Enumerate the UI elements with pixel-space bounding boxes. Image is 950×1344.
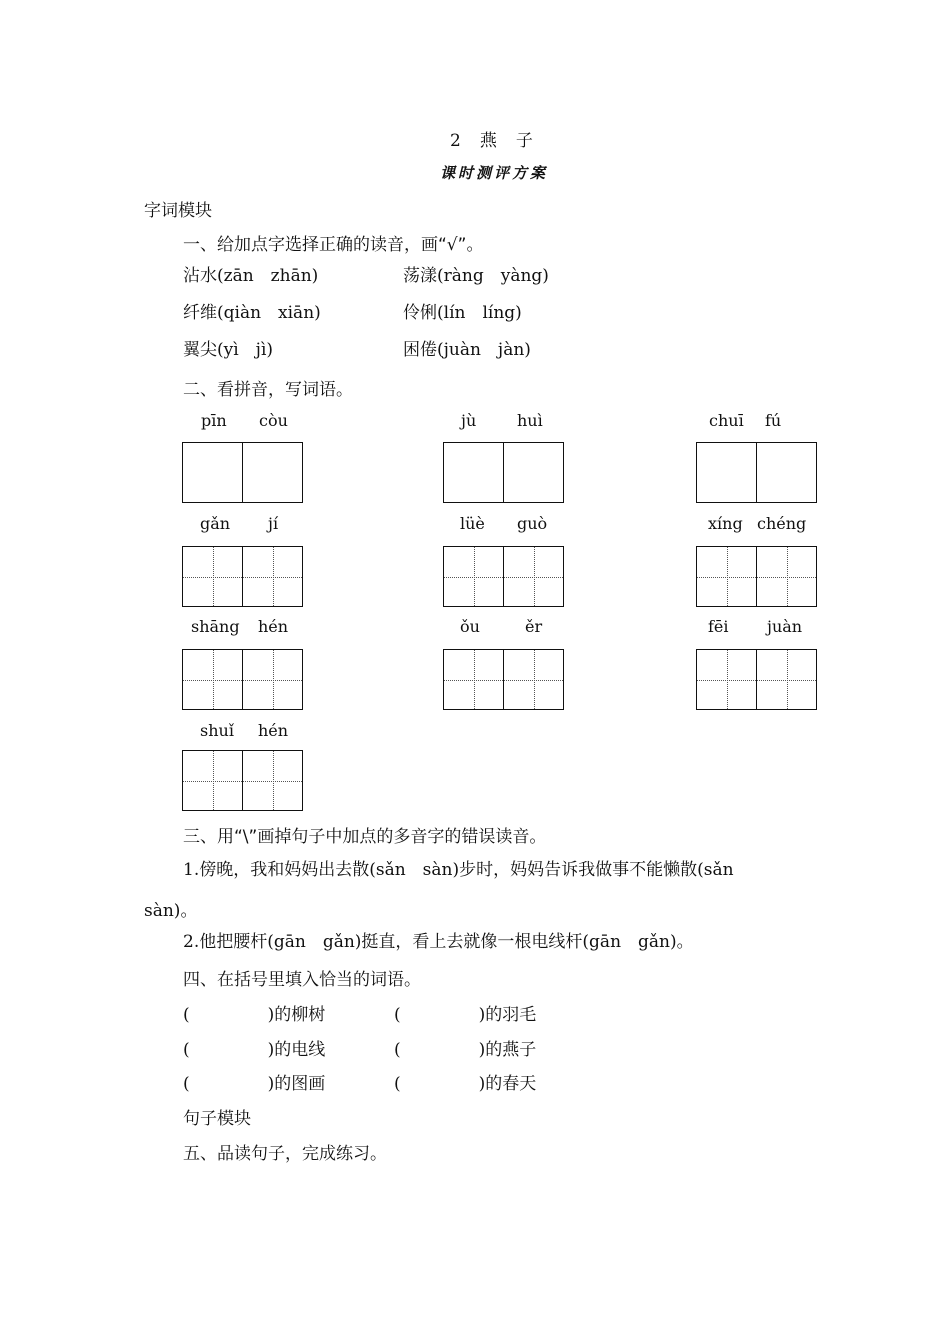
- q2-heading: 二、看拼音，写词语。: [183, 380, 353, 400]
- writing-grid[interactable]: [696, 546, 817, 607]
- q5-heading: 五、品读句子，完成练习。: [183, 1144, 387, 1164]
- q4-heading: 四、在括号里填入恰当的词语。: [183, 970, 421, 990]
- pinyin-label: ěr: [525, 617, 543, 636]
- writing-grid[interactable]: [182, 649, 303, 710]
- q1-item: 翼尖(yì jì): [183, 340, 274, 360]
- page-title: 2 燕 子: [450, 131, 534, 151]
- pinyin-label: hén: [258, 617, 289, 636]
- q1-item: 伶俐(lín líng): [403, 303, 522, 323]
- pinyin-label: pīn: [201, 411, 227, 430]
- pinyin-label: lüè: [460, 514, 485, 533]
- writing-grid[interactable]: [443, 442, 564, 503]
- pinyin-label: chéng: [757, 514, 807, 533]
- q3-heading: 三、用“\”画掉句子中加点的多音字的错误读音。: [183, 827, 547, 847]
- pinyin-label: xíng: [708, 514, 743, 533]
- fill-blank-item[interactable]: ( )的羽毛: [394, 1005, 537, 1025]
- pinyin-label: huì: [517, 411, 543, 430]
- q1-heading: 一、给加点字选择正确的读音，画“√”。: [183, 235, 484, 255]
- pinyin-label: ǒu: [460, 617, 480, 636]
- pinyin-label: jù: [461, 411, 477, 430]
- writing-grid[interactable]: [443, 649, 564, 710]
- pinyin-label: juàn: [767, 617, 803, 636]
- pinyin-label: shāng: [191, 617, 240, 636]
- fill-blank-item[interactable]: ( )的春天: [394, 1074, 537, 1094]
- pinyin-label: guò: [517, 514, 548, 533]
- pinyin-label: jí: [268, 514, 279, 533]
- pinyin-label: hén: [258, 721, 289, 740]
- q3-sentence: 1.傍晚，我和妈妈出去散(sǎn sàn)步时，妈妈告诉我做事不能懒散(sǎn: [183, 860, 734, 880]
- section-sentences-heading: 句子模块: [183, 1109, 251, 1129]
- fill-blank-item[interactable]: ( )的电线: [183, 1040, 326, 1060]
- q1-item: 沾水(zān zhān): [183, 266, 319, 286]
- fill-blank-item[interactable]: ( )的燕子: [394, 1040, 537, 1060]
- section-words-heading: 字词模块: [144, 201, 212, 221]
- writing-grid[interactable]: [182, 546, 303, 607]
- q1-item: 困倦(juàn jàn): [403, 340, 531, 360]
- writing-grid[interactable]: [182, 442, 303, 503]
- q3-sentence: 2.他把腰杆(gān gǎn)挺直，看上去就像一根电线杆(gān gǎn)。: [183, 932, 694, 952]
- pinyin-label: gǎn: [200, 514, 231, 533]
- fill-blank-item[interactable]: ( )的图画: [183, 1074, 326, 1094]
- pinyin-label: fēi: [708, 617, 729, 636]
- fill-blank-item[interactable]: ( )的柳树: [183, 1005, 326, 1025]
- page-subtitle: 课时测评方案: [440, 164, 549, 182]
- writing-grid[interactable]: [182, 750, 303, 811]
- q1-item: 纤维(qiàn xiān): [183, 303, 321, 323]
- writing-grid[interactable]: [443, 546, 564, 607]
- pinyin-label: fú: [765, 411, 782, 430]
- q1-item: 荡漾(ràng yàng): [403, 266, 549, 286]
- writing-grid[interactable]: [696, 649, 817, 710]
- pinyin-label: còu: [259, 411, 288, 430]
- pinyin-label: chuī: [709, 411, 744, 430]
- q3-sentence: sàn)。: [144, 901, 198, 921]
- pinyin-label: shuǐ: [200, 721, 234, 740]
- writing-grid[interactable]: [696, 442, 817, 503]
